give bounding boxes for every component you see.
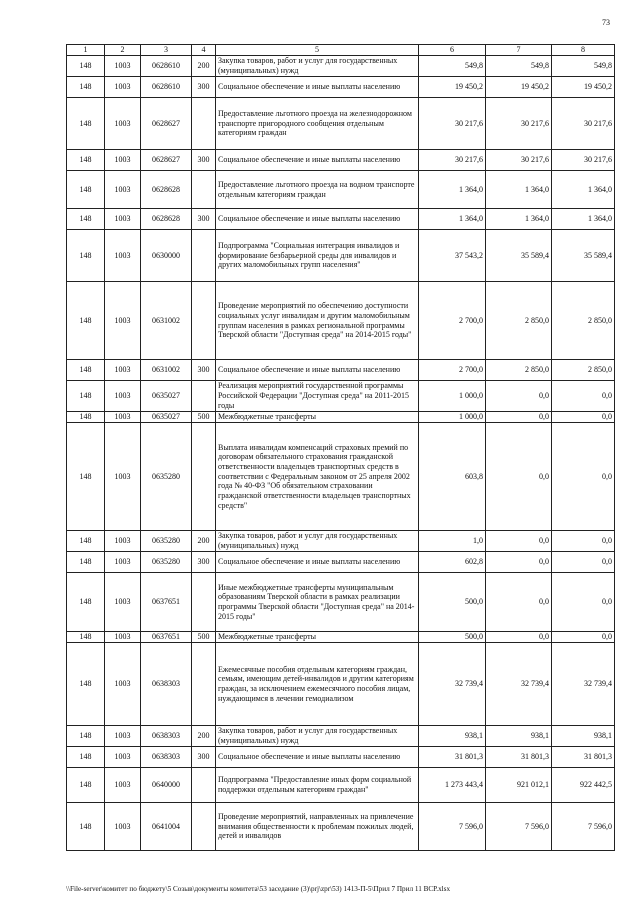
expense-type-cell — [192, 381, 216, 412]
target-article-cell: 0638303 — [141, 643, 192, 726]
amount-year2-cell: 30 217,6 — [486, 150, 552, 171]
section-cell: 1003 — [105, 726, 141, 747]
page-number: 73 — [602, 18, 610, 27]
expense-type-cell: 500 — [192, 412, 216, 423]
table-row — [67, 803, 615, 851]
amount-year2-cell: 32 739,4 — [486, 643, 552, 726]
section-cell: 1003 — [105, 56, 141, 77]
description-cell: Предоставление льготного проезда на железнодорожном транспорте пригородного сообщения отдельным категориям граждан — [216, 98, 419, 150]
table-row — [67, 643, 615, 726]
column-header-7: 7 — [486, 45, 552, 56]
amount-year3-cell: 549,8 — [552, 56, 615, 77]
amount-year2-cell: 1 364,0 — [486, 171, 552, 209]
amount-year2-cell: 2 850,0 — [486, 360, 552, 381]
table-row — [67, 230, 615, 282]
table-row — [67, 412, 615, 423]
target-article-cell: 0635280 — [141, 552, 192, 573]
amount-year2-cell: 7 596,0 — [486, 803, 552, 851]
expense-type-cell: 300 — [192, 552, 216, 573]
table-body — [67, 56, 615, 851]
section-cell: 1003 — [105, 77, 141, 98]
footer-file-path: \\File-server\комитет по бюджету\5 Созыв\документы комитета\53 заседание (3)\prj\zpr\53) 1413-П-5\Прил 7 Прил 11 ВСР.xlsx — [66, 885, 451, 893]
target-article-cell: 0635280 — [141, 423, 192, 531]
amount-year3-cell: 30 217,6 — [552, 98, 615, 150]
section-cell: 1003 — [105, 632, 141, 643]
expense-type-cell — [192, 768, 216, 803]
amount-year3-cell: 1 364,0 — [552, 209, 615, 230]
target-article-cell: 0630000 — [141, 230, 192, 282]
target-article-cell: 0628627 — [141, 150, 192, 171]
description-cell: Ежемесячные пособия отдельным категориям граждан, семьям, имеющим детей-инвалидов и другим категориям граждан, за исключением ежемесячного пособия лицам, нуждающимся в лечении гемодиализом — [216, 643, 419, 726]
amount-year1-cell: 2 700,0 — [419, 282, 486, 360]
amount-year1-cell: 1,0 — [419, 531, 486, 552]
amount-year3-cell: 32 739,4 — [552, 643, 615, 726]
table-header-row — [67, 45, 615, 56]
amount-year3-cell: 0,0 — [552, 381, 615, 412]
code-grbs-cell: 148 — [67, 726, 105, 747]
amount-year1-cell: 32 739,4 — [419, 643, 486, 726]
code-grbs-cell: 148 — [67, 282, 105, 360]
target-article-cell: 0635027 — [141, 381, 192, 412]
description-cell: Социальное обеспечение и иные выплаты населению — [216, 360, 419, 381]
target-article-cell: 0628628 — [141, 209, 192, 230]
expense-type-cell: 500 — [192, 632, 216, 643]
table-row — [67, 98, 615, 150]
amount-year1-cell: 2 700,0 — [419, 360, 486, 381]
section-cell: 1003 — [105, 209, 141, 230]
description-cell: Социальное обеспечение и иные выплаты населению — [216, 552, 419, 573]
section-cell: 1003 — [105, 531, 141, 552]
target-article-cell: 0628610 — [141, 56, 192, 77]
description-cell: Социальное обеспечение и иные выплаты населению — [216, 747, 419, 768]
target-article-cell: 0628628 — [141, 171, 192, 209]
amount-year3-cell: 0,0 — [552, 552, 615, 573]
amount-year2-cell: 2 850,0 — [486, 282, 552, 360]
expense-type-cell — [192, 803, 216, 851]
amount-year3-cell: 7 596,0 — [552, 803, 615, 851]
budget-table — [66, 44, 615, 851]
section-cell: 1003 — [105, 573, 141, 632]
target-article-cell: 0640000 — [141, 768, 192, 803]
section-cell: 1003 — [105, 412, 141, 423]
amount-year1-cell: 7 596,0 — [419, 803, 486, 851]
section-cell: 1003 — [105, 171, 141, 209]
amount-year1-cell: 31 801,3 — [419, 747, 486, 768]
expense-type-cell — [192, 98, 216, 150]
expense-type-cell: 200 — [192, 726, 216, 747]
table-row — [67, 552, 615, 573]
section-cell: 1003 — [105, 747, 141, 768]
code-grbs-cell: 148 — [67, 632, 105, 643]
code-grbs-cell: 148 — [67, 803, 105, 851]
amount-year1-cell: 1 273 443,4 — [419, 768, 486, 803]
expense-type-cell: 300 — [192, 747, 216, 768]
amount-year1-cell: 603,8 — [419, 423, 486, 531]
amount-year3-cell: 1 364,0 — [552, 171, 615, 209]
table-row — [67, 77, 615, 98]
table-row — [67, 150, 615, 171]
table-row — [67, 381, 615, 412]
code-grbs-cell: 148 — [67, 56, 105, 77]
amount-year2-cell: 938,1 — [486, 726, 552, 747]
description-cell: Проведение мероприятий, направленных на привлечение внимания общественности к проблемам пожилых людей, детей и инвалидов — [216, 803, 419, 851]
amount-year3-cell: 0,0 — [552, 423, 615, 531]
target-article-cell: 0635027 — [141, 412, 192, 423]
amount-year2-cell: 0,0 — [486, 531, 552, 552]
amount-year1-cell: 500,0 — [419, 573, 486, 632]
target-article-cell: 0631002 — [141, 360, 192, 381]
expense-type-cell — [192, 423, 216, 531]
description-cell: Проведение мероприятий по обеспечению доступности социальных услуг инвалидам и другим маломобильным группам населения в рамках региональной программы Тверской области "Доступная среда" на 2014-2015 годы" — [216, 282, 419, 360]
amount-year3-cell: 922 442,5 — [552, 768, 615, 803]
expense-type-cell — [192, 171, 216, 209]
table-row — [67, 171, 615, 209]
amount-year1-cell: 549,8 — [419, 56, 486, 77]
amount-year3-cell: 0,0 — [552, 573, 615, 632]
description-cell: Межбюджетные трансферты — [216, 412, 419, 423]
code-grbs-cell: 148 — [67, 531, 105, 552]
section-cell: 1003 — [105, 282, 141, 360]
code-grbs-cell: 148 — [67, 573, 105, 632]
code-grbs-cell: 148 — [67, 768, 105, 803]
code-grbs-cell: 148 — [67, 230, 105, 282]
expense-type-cell: 300 — [192, 150, 216, 171]
expense-type-cell: 300 — [192, 209, 216, 230]
expense-type-cell — [192, 643, 216, 726]
amount-year1-cell: 19 450,2 — [419, 77, 486, 98]
amount-year2-cell: 0,0 — [486, 552, 552, 573]
table-row — [67, 768, 615, 803]
description-cell: Социальное обеспечение и иные выплаты населению — [216, 209, 419, 230]
section-cell: 1003 — [105, 803, 141, 851]
table-row — [67, 726, 615, 747]
description-cell: Межбюджетные трансферты — [216, 632, 419, 643]
amount-year3-cell: 938,1 — [552, 726, 615, 747]
amount-year1-cell: 602,8 — [419, 552, 486, 573]
target-article-cell: 0637651 — [141, 573, 192, 632]
target-article-cell: 0638303 — [141, 726, 192, 747]
target-article-cell: 0637651 — [141, 632, 192, 643]
section-cell: 1003 — [105, 423, 141, 531]
amount-year3-cell: 0,0 — [552, 632, 615, 643]
target-article-cell: 0635280 — [141, 531, 192, 552]
amount-year1-cell: 30 217,6 — [419, 98, 486, 150]
code-grbs-cell: 148 — [67, 423, 105, 531]
table-row — [67, 56, 615, 77]
expense-type-cell — [192, 230, 216, 282]
amount-year1-cell: 500,0 — [419, 632, 486, 643]
amount-year3-cell: 0,0 — [552, 412, 615, 423]
description-cell: Реализация мероприятий государственной программы Российской Федерации "Доступная среда" на 2011-2015 годы — [216, 381, 419, 412]
amount-year2-cell: 0,0 — [486, 423, 552, 531]
amount-year2-cell: 30 217,6 — [486, 98, 552, 150]
column-header-6: 6 — [419, 45, 486, 56]
column-header-4: 4 — [192, 45, 216, 56]
amount-year2-cell: 0,0 — [486, 381, 552, 412]
amount-year2-cell: 0,0 — [486, 573, 552, 632]
code-grbs-cell: 148 — [67, 412, 105, 423]
table-row — [67, 282, 615, 360]
section-cell: 1003 — [105, 643, 141, 726]
description-cell: Подпрограмма "Предоставление иных форм социальной поддержки отдельным категориям граждан" — [216, 768, 419, 803]
table-row — [67, 632, 615, 643]
expense-type-cell: 200 — [192, 56, 216, 77]
amount-year1-cell: 1 364,0 — [419, 171, 486, 209]
column-header-1: 1 — [67, 45, 105, 56]
column-header-5: 5 — [216, 45, 419, 56]
amount-year3-cell: 2 850,0 — [552, 360, 615, 381]
description-cell: Подпрограмма "Социальная интеграция инвалидов и формирование безбарьерной среды для инвалидов и других маломобильных групп населения" — [216, 230, 419, 282]
code-grbs-cell: 148 — [67, 552, 105, 573]
table-row — [67, 360, 615, 381]
table-row — [67, 531, 615, 552]
target-article-cell: 0631002 — [141, 282, 192, 360]
code-grbs-cell: 148 — [67, 171, 105, 209]
amount-year2-cell: 0,0 — [486, 632, 552, 643]
description-cell: Закупка товаров, работ и услуг для государственных (муниципальных) нужд — [216, 531, 419, 552]
amount-year1-cell: 30 217,6 — [419, 150, 486, 171]
table-row — [67, 747, 615, 768]
table-row — [67, 423, 615, 531]
amount-year3-cell: 19 450,2 — [552, 77, 615, 98]
amount-year3-cell: 0,0 — [552, 531, 615, 552]
code-grbs-cell: 148 — [67, 77, 105, 98]
description-cell: Выплата инвалидам компенсаций страховых премий по договорам обязательного страхования гражданской ответственности владельцев транспортных средств в соответствии с Федеральным законом от 25 апреля 2002 года № 40-ФЗ "Об обязательном страховании гражданской ответственности владельцев транспортных средств" — [216, 423, 419, 531]
amount-year1-cell: 37 543,2 — [419, 230, 486, 282]
section-cell: 1003 — [105, 98, 141, 150]
code-grbs-cell: 148 — [67, 150, 105, 171]
column-header-2: 2 — [105, 45, 141, 56]
expense-type-cell: 300 — [192, 77, 216, 98]
section-cell: 1003 — [105, 150, 141, 171]
amount-year2-cell: 549,8 — [486, 56, 552, 77]
section-cell: 1003 — [105, 360, 141, 381]
amount-year2-cell: 19 450,2 — [486, 77, 552, 98]
code-grbs-cell: 148 — [67, 209, 105, 230]
code-grbs-cell: 148 — [67, 747, 105, 768]
code-grbs-cell: 148 — [67, 98, 105, 150]
table-row — [67, 209, 615, 230]
target-article-cell: 0638303 — [141, 747, 192, 768]
target-article-cell: 0628627 — [141, 98, 192, 150]
description-cell: Закупка товаров, работ и услуг для государственных (муниципальных) нужд — [216, 726, 419, 747]
amount-year2-cell: 31 801,3 — [486, 747, 552, 768]
section-cell: 1003 — [105, 230, 141, 282]
description-cell: Закупка товаров, работ и услуг для государственных (муниципальных) нужд — [216, 56, 419, 77]
code-grbs-cell: 148 — [67, 360, 105, 381]
section-cell: 1003 — [105, 552, 141, 573]
amount-year1-cell: 938,1 — [419, 726, 486, 747]
expense-type-cell: 200 — [192, 531, 216, 552]
section-cell: 1003 — [105, 381, 141, 412]
amount-year3-cell: 2 850,0 — [552, 282, 615, 360]
description-cell: Социальное обеспечение и иные выплаты населению — [216, 150, 419, 171]
amount-year2-cell: 921 012,1 — [486, 768, 552, 803]
description-cell: Предоставление льготного проезда на водном транспорте отдельным категориям граждан — [216, 171, 419, 209]
amount-year2-cell: 0,0 — [486, 412, 552, 423]
amount-year3-cell: 31 801,3 — [552, 747, 615, 768]
description-cell: Иные межбюджетные трансферты муниципальным образованиям Тверской области в рамках реализации программы Тверской области "Доступная среда" на 2014-2015 годы" — [216, 573, 419, 632]
expense-type-cell — [192, 573, 216, 632]
section-cell: 1003 — [105, 768, 141, 803]
amount-year3-cell: 30 217,6 — [552, 150, 615, 171]
amount-year2-cell: 1 364,0 — [486, 209, 552, 230]
column-header-3: 3 — [141, 45, 192, 56]
code-grbs-cell: 148 — [67, 381, 105, 412]
target-article-cell: 0628610 — [141, 77, 192, 98]
code-grbs-cell: 148 — [67, 643, 105, 726]
amount-year1-cell: 1 000,0 — [419, 381, 486, 412]
expense-type-cell: 300 — [192, 360, 216, 381]
amount-year1-cell: 1 000,0 — [419, 412, 486, 423]
amount-year2-cell: 35 589,4 — [486, 230, 552, 282]
target-article-cell: 0641004 — [141, 803, 192, 851]
amount-year1-cell: 1 364,0 — [419, 209, 486, 230]
amount-year3-cell: 35 589,4 — [552, 230, 615, 282]
column-header-8: 8 — [552, 45, 615, 56]
expense-type-cell — [192, 282, 216, 360]
table-row — [67, 573, 615, 632]
description-cell: Социальное обеспечение и иные выплаты населению — [216, 77, 419, 98]
